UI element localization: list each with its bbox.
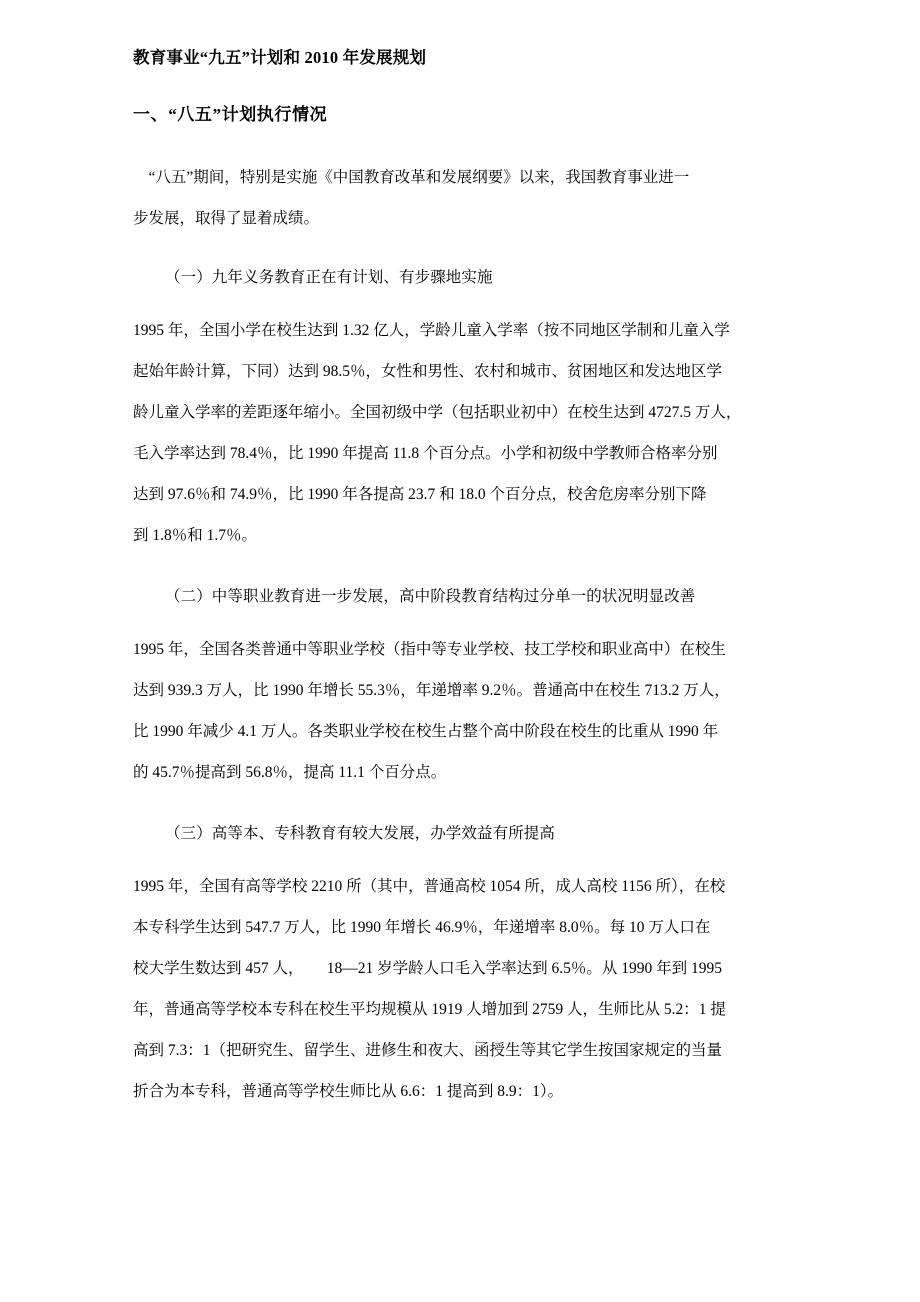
paragraph-line: 的 45.7％提高到 56.8％，提高 11.1 个百分点。 bbox=[133, 764, 447, 781]
spacer bbox=[133, 854, 814, 866]
paragraph-line: 折合为本专科，普通高等学校生师比从 6.6：1 提高到 8.9：1）。 bbox=[133, 1083, 564, 1100]
spacer bbox=[133, 617, 814, 629]
spacer bbox=[133, 298, 814, 310]
paragraph-line: 起始年龄计算，下同）达到 98.5％，女性和男性、农村和城市、贫困地区和发达地区学 bbox=[133, 363, 723, 380]
paragraph-line: 比 1990 年减少 4.1 万人。各类职业学校在校生占整个高中阶段在校生的比重从 1990 年 bbox=[133, 723, 719, 740]
paragraph-line: 本专科学生达到 547.7 万人，比 1990 年增长 46.9％，年递增率 8.0％。每 10 万人口在 bbox=[133, 919, 711, 936]
spacer bbox=[133, 239, 814, 257]
subsection-one-paragraph bbox=[133, 310, 814, 556]
paragraph-line: 达到 97.6％和 74.9％，比 1990 年各提高 23.7 和 18.0 个百分点，校舍危房率分别下降 bbox=[133, 486, 707, 503]
subheading-one: （一）九年义务教育正在有计划、有步骤地实施 bbox=[165, 269, 493, 286]
section-heading-one: 一、“八五”计划执行情况 bbox=[133, 105, 328, 124]
paragraph-line: 1995 年，全国有高等学校 2210 所（其中，普通高校 1054 所，成人高校 1156 所），在校 bbox=[133, 878, 726, 895]
subheading-two: （二）中等职业教育进一步发展，高中阶段教育结构过分单一的状况明显改善 bbox=[165, 588, 696, 605]
document-content bbox=[133, 44, 814, 1112]
paragraph-line: “八五”期间，特别是实施《中国教育改革和发展纲要》以来，我国教育事业进一 bbox=[133, 169, 690, 186]
paragraph-line: 达到 939.3 万人，比 1990 年增长 55.3％，年递增率 9.2％。普通高中在校生 713.2 万人， bbox=[133, 682, 730, 699]
paragraph-line: 龄儿童入学率的差距逐年缩小。全国初级中学（包括职业初中）在校生达到 4727.5 万人， bbox=[133, 404, 742, 421]
paragraph-line: 步发展，取得了显着成绩。 bbox=[133, 210, 320, 227]
paragraph-line: 到 1.8％和 1.7％。 bbox=[133, 527, 258, 544]
subsection-three-paragraph bbox=[133, 866, 814, 1112]
paragraph-line: 毛入学率达到 78.4％，比 1990 年提高 11.8 个百分点。小学和初级中学教师合格率分别 bbox=[133, 445, 718, 462]
paragraph-line: 年，普通高等学校本专科在校生平均规模从 1919 人增加到 2759 人，生师比从 5.2：1 提 bbox=[133, 1001, 726, 1018]
paragraph-line: 高到 7.3：1（把研究生、留学生、进修生和夜大、函授生等其它学生按国家规定的当量 bbox=[133, 1042, 723, 1059]
subsection-two-paragraph bbox=[133, 629, 814, 793]
subheading-three: （三）高等本、专科教育有较大发展，办学效益有所提高 bbox=[165, 825, 556, 842]
paragraph-line: 1995 年，全国各类普通中等职业学校（指中等专业学校、技工学校和职业高中）在校生 bbox=[133, 641, 726, 658]
paragraph-line: 校大学生数达到 457 人， 18—21 岁学龄人口毛入学率达到 6.5％。从 1990 年到 1995 bbox=[133, 960, 723, 977]
spacer bbox=[133, 793, 814, 813]
spacer bbox=[133, 556, 814, 576]
intro-paragraph bbox=[133, 157, 814, 239]
page-title: 教育事业“九五”计划和 2010 年发展规划 bbox=[133, 48, 427, 67]
paragraph-line: 1995 年，全国小学在校生达到 1.32 亿人，学龄儿童入学率（按不同地区学制和儿童入学 bbox=[133, 322, 730, 339]
